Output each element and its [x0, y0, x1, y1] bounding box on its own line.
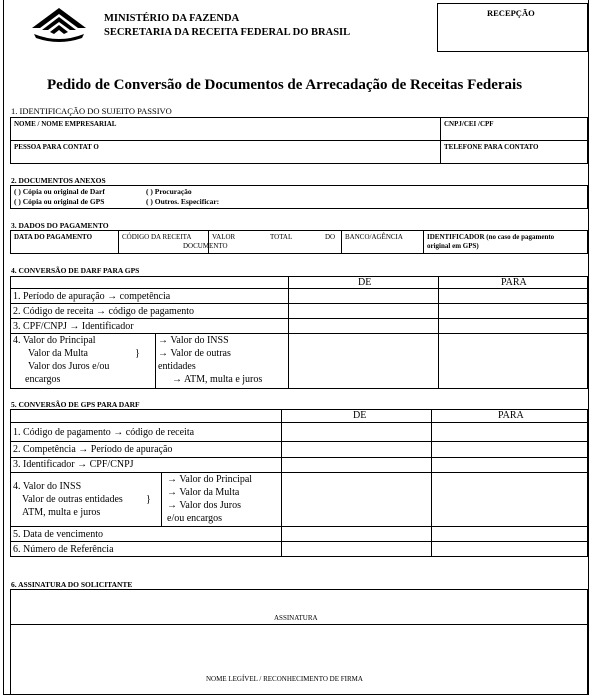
s4-de-header: DE — [358, 277, 372, 288]
attach-darf-option[interactable]: ( ) Cópia ou original de Darf — [14, 187, 105, 196]
s4-row-4d: encargos — [25, 374, 61, 385]
secretariat-name: SECRETARIA DA RECEITA FEDERAL DO BRASIL — [104, 27, 351, 38]
s3-bank-label: BANCO/AGÊNCIA — [345, 233, 403, 241]
s1-divider-h — [10, 140, 588, 141]
name-field[interactable] — [11, 128, 439, 139]
s4-para-field-1[interactable] — [439, 289, 587, 302]
s1-contact-label: PESSOA PARA CONTAT O — [14, 143, 99, 151]
s3-identifier-label: IDENTIFICADOR (no caso de pagamento — [427, 233, 555, 241]
s5-row-4g: e/ou encargos — [167, 513, 223, 524]
s5-row-4c: ATM, multa e juros — [22, 507, 101, 518]
s5-heading: 5. CONVERSÃO DE GPS PARA DARF — [11, 400, 140, 409]
s4-row-4b: Valor da Multa — [28, 348, 88, 359]
s5-row-4b: Valor de outras entidades — [22, 494, 123, 505]
s4-row-4h: → ATM, multa e juros — [172, 374, 263, 385]
s5-row-6: 6. Número de Referência — [13, 544, 114, 555]
s4-h4 — [10, 333, 588, 334]
s5-v2 — [431, 409, 432, 557]
s3-value-label: VALOR — [212, 233, 236, 241]
contact-field[interactable] — [11, 151, 439, 163]
s5-h4 — [10, 472, 588, 473]
s3-code-label: CÓDIGO DA RECEITA — [122, 233, 192, 241]
s5-row-5: 5. Data de vencimento — [13, 529, 103, 540]
s4-h3 — [10, 318, 588, 319]
s3-date-label: DATA DO PAGAMENTO — [14, 233, 93, 241]
s5-row-1: 1. Código de pagamento → código de receita — [13, 427, 195, 438]
s3-heading: 3. DADOS DO PAGAMENTO — [11, 221, 109, 230]
s3-do-label: DO — [325, 233, 336, 241]
s4-row-4e: → Valor do INSS — [158, 335, 229, 346]
s5-row-3: 3. Identificador → CPF/CNPJ — [13, 459, 134, 470]
s3-identifier-label-2: original em GPS) — [427, 242, 479, 250]
s5-v1 — [281, 409, 282, 557]
s5-de-header: DE — [353, 410, 367, 421]
s4-brace: } — [135, 348, 140, 359]
s3-total-label: TOTAL — [270, 233, 293, 241]
s6-heading: 6. ASSINATURA DO SOLICITANTE — [11, 580, 133, 589]
page-left-border — [3, 0, 4, 695]
phone-field[interactable] — [441, 151, 587, 163]
cnpj-field[interactable] — [441, 128, 587, 139]
s4-row-4g: entidades — [158, 361, 196, 372]
s5-row-4a: 4. Valor do INSS — [13, 481, 82, 492]
s5-brace: } — [146, 494, 151, 505]
s3-div-1 — [118, 230, 119, 254]
s4-para-header: PARA — [501, 277, 527, 288]
attach-procuracao-option[interactable]: ( ) Procuração — [146, 187, 192, 196]
s4-v3 — [155, 333, 156, 389]
s5-para-header: PARA — [498, 410, 524, 421]
attach-gps-option[interactable]: ( ) Cópia ou original de GPS — [14, 197, 105, 206]
s5-row-4d: → Valor do Principal — [167, 474, 253, 485]
ministry-name: MINISTÉRIO DA FAZENDA — [104, 13, 240, 24]
s1-heading: 1. IDENTIFICAÇÃO DO SUJEITO PASSIVO — [11, 106, 172, 116]
s5-h3 — [10, 457, 588, 458]
s4-row-4f: → Valor de outras — [158, 348, 231, 359]
s5-h5 — [10, 526, 588, 527]
s3-div-3 — [341, 230, 342, 254]
s4-heading: 4. CONVERSÃO DE DARF PARA GPS — [11, 266, 140, 275]
s5-row-4e: → Valor da Multa — [167, 487, 240, 498]
coat-of-arms-logo — [28, 4, 90, 42]
s4-row-4c: Valor dos Juros e/ou — [28, 361, 110, 372]
legible-name-field[interactable] — [11, 625, 587, 672]
s4-h2 — [10, 303, 588, 304]
s4-row-2: 2. Código de receita → código de pagamento — [13, 306, 195, 317]
s5-v3 — [161, 472, 162, 526]
s1-cnpj-label: CNPJ/CEI /CPF — [444, 120, 494, 128]
s1-name-label: NOME / NOME EMPRESARIAL — [14, 120, 117, 128]
s4-de-field-1[interactable] — [289, 289, 437, 302]
s4-row-1: 1. Período de apuração → competência — [13, 291, 171, 302]
legible-name-label: NOME LEGÍVEL / RECONHECIMENTO DE FIRMA — [206, 675, 363, 683]
signature-label: ASSINATURA — [274, 614, 318, 622]
attach-other-option[interactable]: ( ) Outros. Especificar: — [146, 197, 220, 206]
reception-label: RECEPÇÃO — [487, 8, 535, 18]
s4-row-4a: 4. Valor do Principal — [13, 335, 96, 346]
s2-heading: 2. DOCUMENTOS ANEXOS — [11, 176, 106, 185]
s5-row-2: 2. Competência → Período de apuração — [13, 444, 173, 455]
s1-phone-label: TELEFONE PARA CONTATO — [444, 143, 539, 151]
s5-h2 — [10, 441, 588, 442]
s5-h1 — [10, 422, 588, 423]
s4-row-3: 3. CPF/CNPJ → Identificador — [13, 321, 134, 332]
s3-div-4 — [423, 230, 424, 254]
s3-document-label: DOCUMENTO — [183, 242, 228, 250]
s5-row-4f: → Valor dos Juros — [167, 500, 241, 511]
s5-h6 — [10, 541, 588, 542]
form-title: Pedido de Conversão de Documentos de Arrecadação de Receitas Federais — [47, 77, 523, 93]
signature-field[interactable] — [11, 590, 587, 612]
